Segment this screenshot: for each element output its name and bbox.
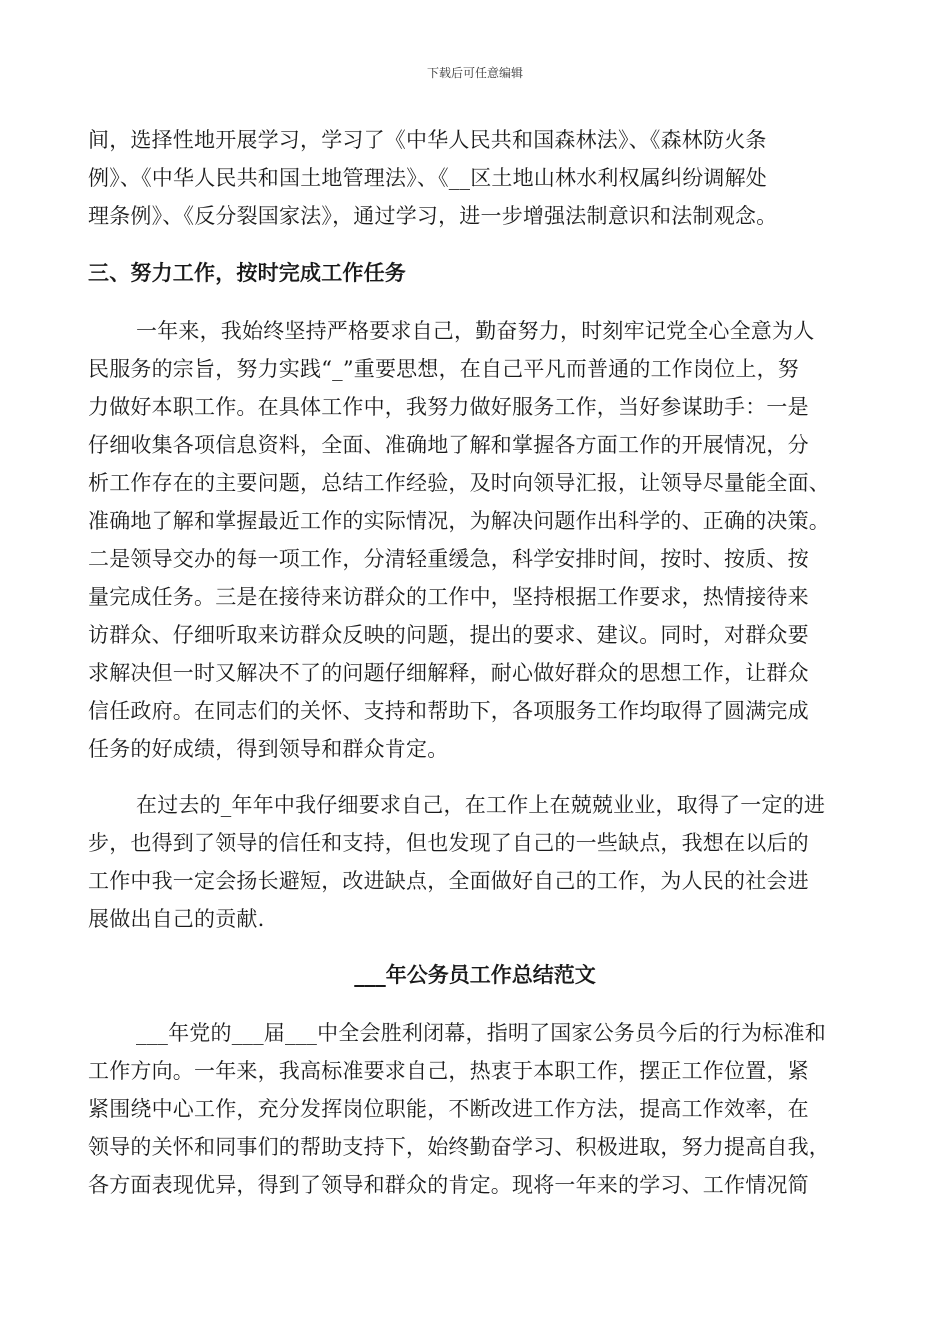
paragraph-line: 任务的好成绩，得到领导和群众肯定。 <box>88 737 449 761</box>
paragraph-line: 二是领导交办的每一项工作，分清轻重缓急，科学安排时间，按时、按质、按 <box>88 547 809 571</box>
paragraph-line: 工作中我一定会扬长避短，改进缺点，全面做好自己的工作，为人民的社会进 <box>88 869 809 893</box>
paragraph-line: 民服务的宗旨，努力实践“_”重要思想，在自己平凡而普通的工作岗位上，努 <box>88 357 799 381</box>
paragraph-line: 例》、《中华人民共和国土地管理法》、《__区土地山林水利权属纠纷调解处 <box>88 166 767 190</box>
paragraph-line: 工作方向。一年来，我高标准要求自己，热衷于本职工作，摆正工作位置，紧 <box>88 1059 809 1083</box>
paragraph-line: 间，选择性地开展学习，学习了《中华人民共和国森林法》、《森林防火条 <box>88 128 767 152</box>
paragraph-line: 在过去的_年年中我仔细要求自己，在工作上在兢兢业业，取得了一定的进 <box>136 793 826 817</box>
section-heading: 三、努力工作，按时完成工作任务 <box>88 260 406 285</box>
paragraph-line: 准确地了解和掌握最近工作的实际情况，为解决问题作出科学的、正确的决策。 <box>88 509 830 533</box>
paragraph-line: 量完成任务。三是在接待来访群众的工作中，坚持根据工作要求，热情接待来 <box>88 585 809 609</box>
paragraph-line: 求解决但一时又解决不了的问题仔细解释，耐心做好群众的思想工作，让群众 <box>88 661 809 685</box>
paragraph-line: 步，也得到了领导的信任和支持，但也发现了自己的一些缺点，我想在以后的 <box>88 831 809 855</box>
page-header: 下载后可任意编辑 <box>426 66 523 80</box>
paragraph-line: 信任政府。在同志们的关怀、支持和帮助下，各项服务工作均取得了圆满完成 <box>88 699 809 723</box>
paragraph-line: ___年党的___届___中全会胜利闭幕，指明了国家公务员今后的行为标准和 <box>136 1021 826 1045</box>
paragraph-line: 析工作存在的主要问题，总结工作经验，及时向领导汇报，让领导尽量能全面、 <box>88 471 830 495</box>
paragraph-line: 理条例》、《反分裂国家法》，通过学习，进一步增强法制意识和法制观念。 <box>88 204 778 228</box>
paragraph-line: 领导的关怀和同事们的帮助支持下，始终勤奋学习、积极进取，努力提高自我， <box>88 1135 830 1159</box>
paragraph-line: 力做好本职工作。在具体工作中，我努力做好服务工作，当好参谋助手：一是 <box>88 395 809 419</box>
paragraph-line: 仔细收集各项信息资料，全面、准确地了解和掌握各方面工作的开展情况，分 <box>88 433 809 457</box>
paragraph-line: 一年来，我始终坚持严格要求自己，勤奋努力，时刻牢记党全心全意为人 <box>136 319 815 343</box>
paragraph-line: 访群众、仔细听取来访群众反映的问题，提出的要求、建议。同时，对群众要 <box>88 623 809 647</box>
paragraph-line: 各方面表现优异，得到了领导和群众的肯定。现将一年来的学习、工作情况简 <box>88 1173 809 1197</box>
paragraph-line: 紧围绕中心工作，充分发挥岗位职能，不断改进工作方法，提高工作效率，在 <box>88 1097 809 1121</box>
paragraph-line: 展做出自己的贡献. <box>88 907 265 931</box>
article-title: ___年公务员工作总结范文 <box>354 963 596 987</box>
